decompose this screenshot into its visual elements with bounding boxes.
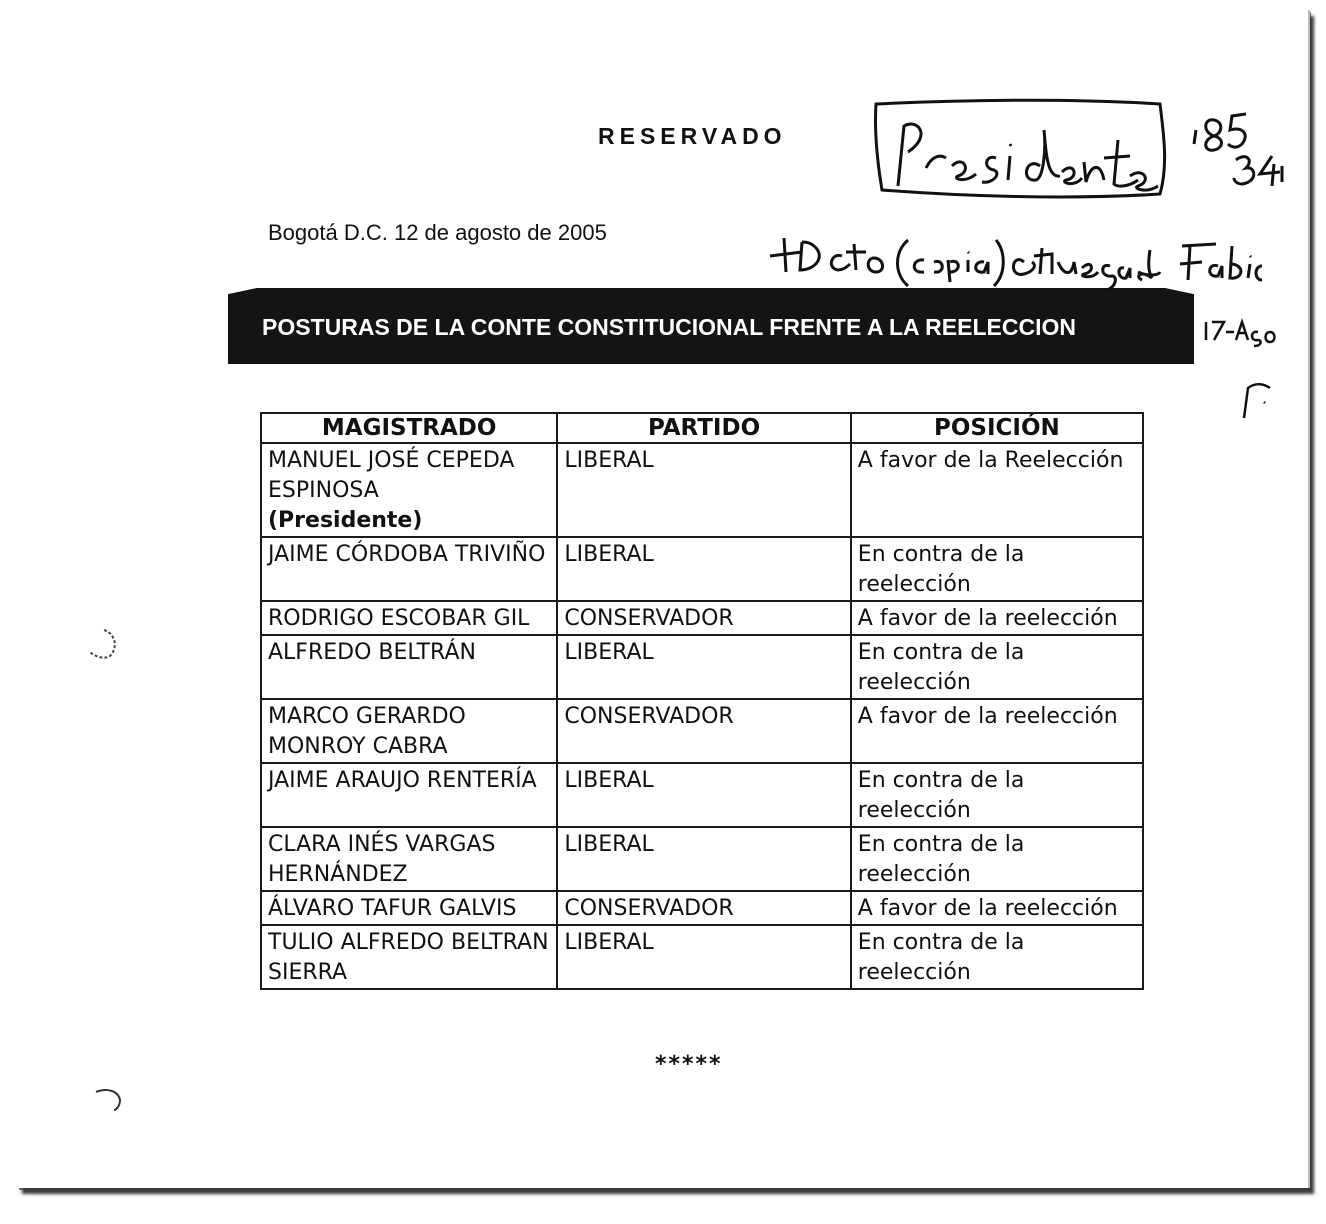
- table-row: [261, 443, 1143, 537]
- party-cell: LIBERAL: [557, 925, 850, 989]
- party-cell: CONSERVADOR: [557, 891, 850, 925]
- handwritten-delivery-note: [762, 222, 1262, 296]
- column-header-partido: PARTIDO: [557, 413, 850, 443]
- magistrate-cell: [261, 601, 557, 635]
- position-cell: En contra de la reelección: [851, 925, 1143, 989]
- magistrate-name: MANUEL JOSÉ CEPEDA ESPINOSA: [268, 448, 515, 503]
- position-cell: A favor de la reelección: [851, 699, 1143, 763]
- party-cell: LIBERAL: [557, 635, 850, 699]
- party-cell: CONSERVADOR: [557, 601, 850, 635]
- table-row: [261, 699, 1143, 763]
- party-cell: LIBERAL: [557, 443, 850, 537]
- magistrate-name: RODRIGO ESCOBAR GIL: [268, 606, 530, 631]
- position-cell: A favor de la Reelección: [851, 443, 1143, 537]
- handwritten-mark: [1238, 376, 1278, 426]
- magistrate-name: TULIO ALFREDO BELTRAN SIERRA: [268, 930, 549, 985]
- table-row: [261, 537, 1143, 601]
- magistrate-cell: [261, 925, 557, 989]
- magistrate-role-note: (Presidente): [268, 508, 423, 533]
- document-title: POSTURAS DE LA CONTE CONSTITUCIONAL FRENTE A LA REELECCION: [262, 314, 1076, 340]
- party-cell: LIBERAL: [557, 827, 850, 891]
- position-cell: A favor de la reelección: [851, 601, 1143, 635]
- magistrates-table: [260, 412, 1144, 990]
- table-header-row: [261, 413, 1143, 443]
- party-cell: LIBERAL: [557, 763, 850, 827]
- table-row: [261, 891, 1143, 925]
- position-cell: En contra de la reelección: [851, 763, 1143, 827]
- magistrate-cell: [261, 635, 557, 699]
- classification-label: RESERVADO: [598, 123, 787, 149]
- position-cell: En contra de la reelección: [851, 635, 1143, 699]
- table-row: [261, 925, 1143, 989]
- document-date: Bogotá D.C. 12 de agosto de 2005: [268, 220, 607, 245]
- table-row: [261, 601, 1143, 635]
- magistrate-name: CLARA INÉS VARGAS HERNÁNDEZ: [268, 832, 496, 887]
- position-cell: A favor de la reelección: [851, 891, 1143, 925]
- party-cell: LIBERAL: [557, 537, 850, 601]
- magistrate-cell: [261, 827, 557, 891]
- magistrate-name: ÁLVARO TAFUR GALVIS: [268, 896, 517, 921]
- magistrate-name: JAIME ARAUJO RENTERÍA: [268, 768, 537, 793]
- magistrate-cell: [261, 699, 557, 763]
- table-body: [261, 443, 1143, 989]
- magistrate-name: ALFREDO BELTRÁN: [268, 640, 476, 665]
- handwritten-presidente-box: [868, 96, 1188, 210]
- party-cell: CONSERVADOR: [557, 699, 850, 763]
- magistrate-cell: [261, 443, 557, 537]
- scan-mark-bottom: [92, 1086, 132, 1120]
- handwritten-margin-date: [1202, 316, 1282, 350]
- table-row: [261, 763, 1143, 827]
- table-row: [261, 827, 1143, 891]
- magistrate-cell: [261, 537, 557, 601]
- position-cell: En contra de la reelección: [851, 537, 1143, 601]
- column-header-magistrado: MAGISTRADO: [261, 413, 557, 443]
- column-header-posicion: POSICIÓN: [851, 413, 1143, 443]
- magistrate-cell: [261, 891, 557, 925]
- end-separator: *****: [655, 1052, 723, 1077]
- scan-mark-left: [86, 626, 126, 670]
- magistrate-cell: [261, 763, 557, 827]
- position-cell: En contra de la reelección: [851, 827, 1143, 891]
- magistrate-name: MARCO GERARDO MONROY CABRA: [268, 704, 466, 759]
- handwritten-corner-numbers: [1190, 104, 1286, 198]
- table-row: [261, 635, 1143, 699]
- magistrate-name: JAIME CÓRDOBA TRIVIÑO: [268, 542, 546, 567]
